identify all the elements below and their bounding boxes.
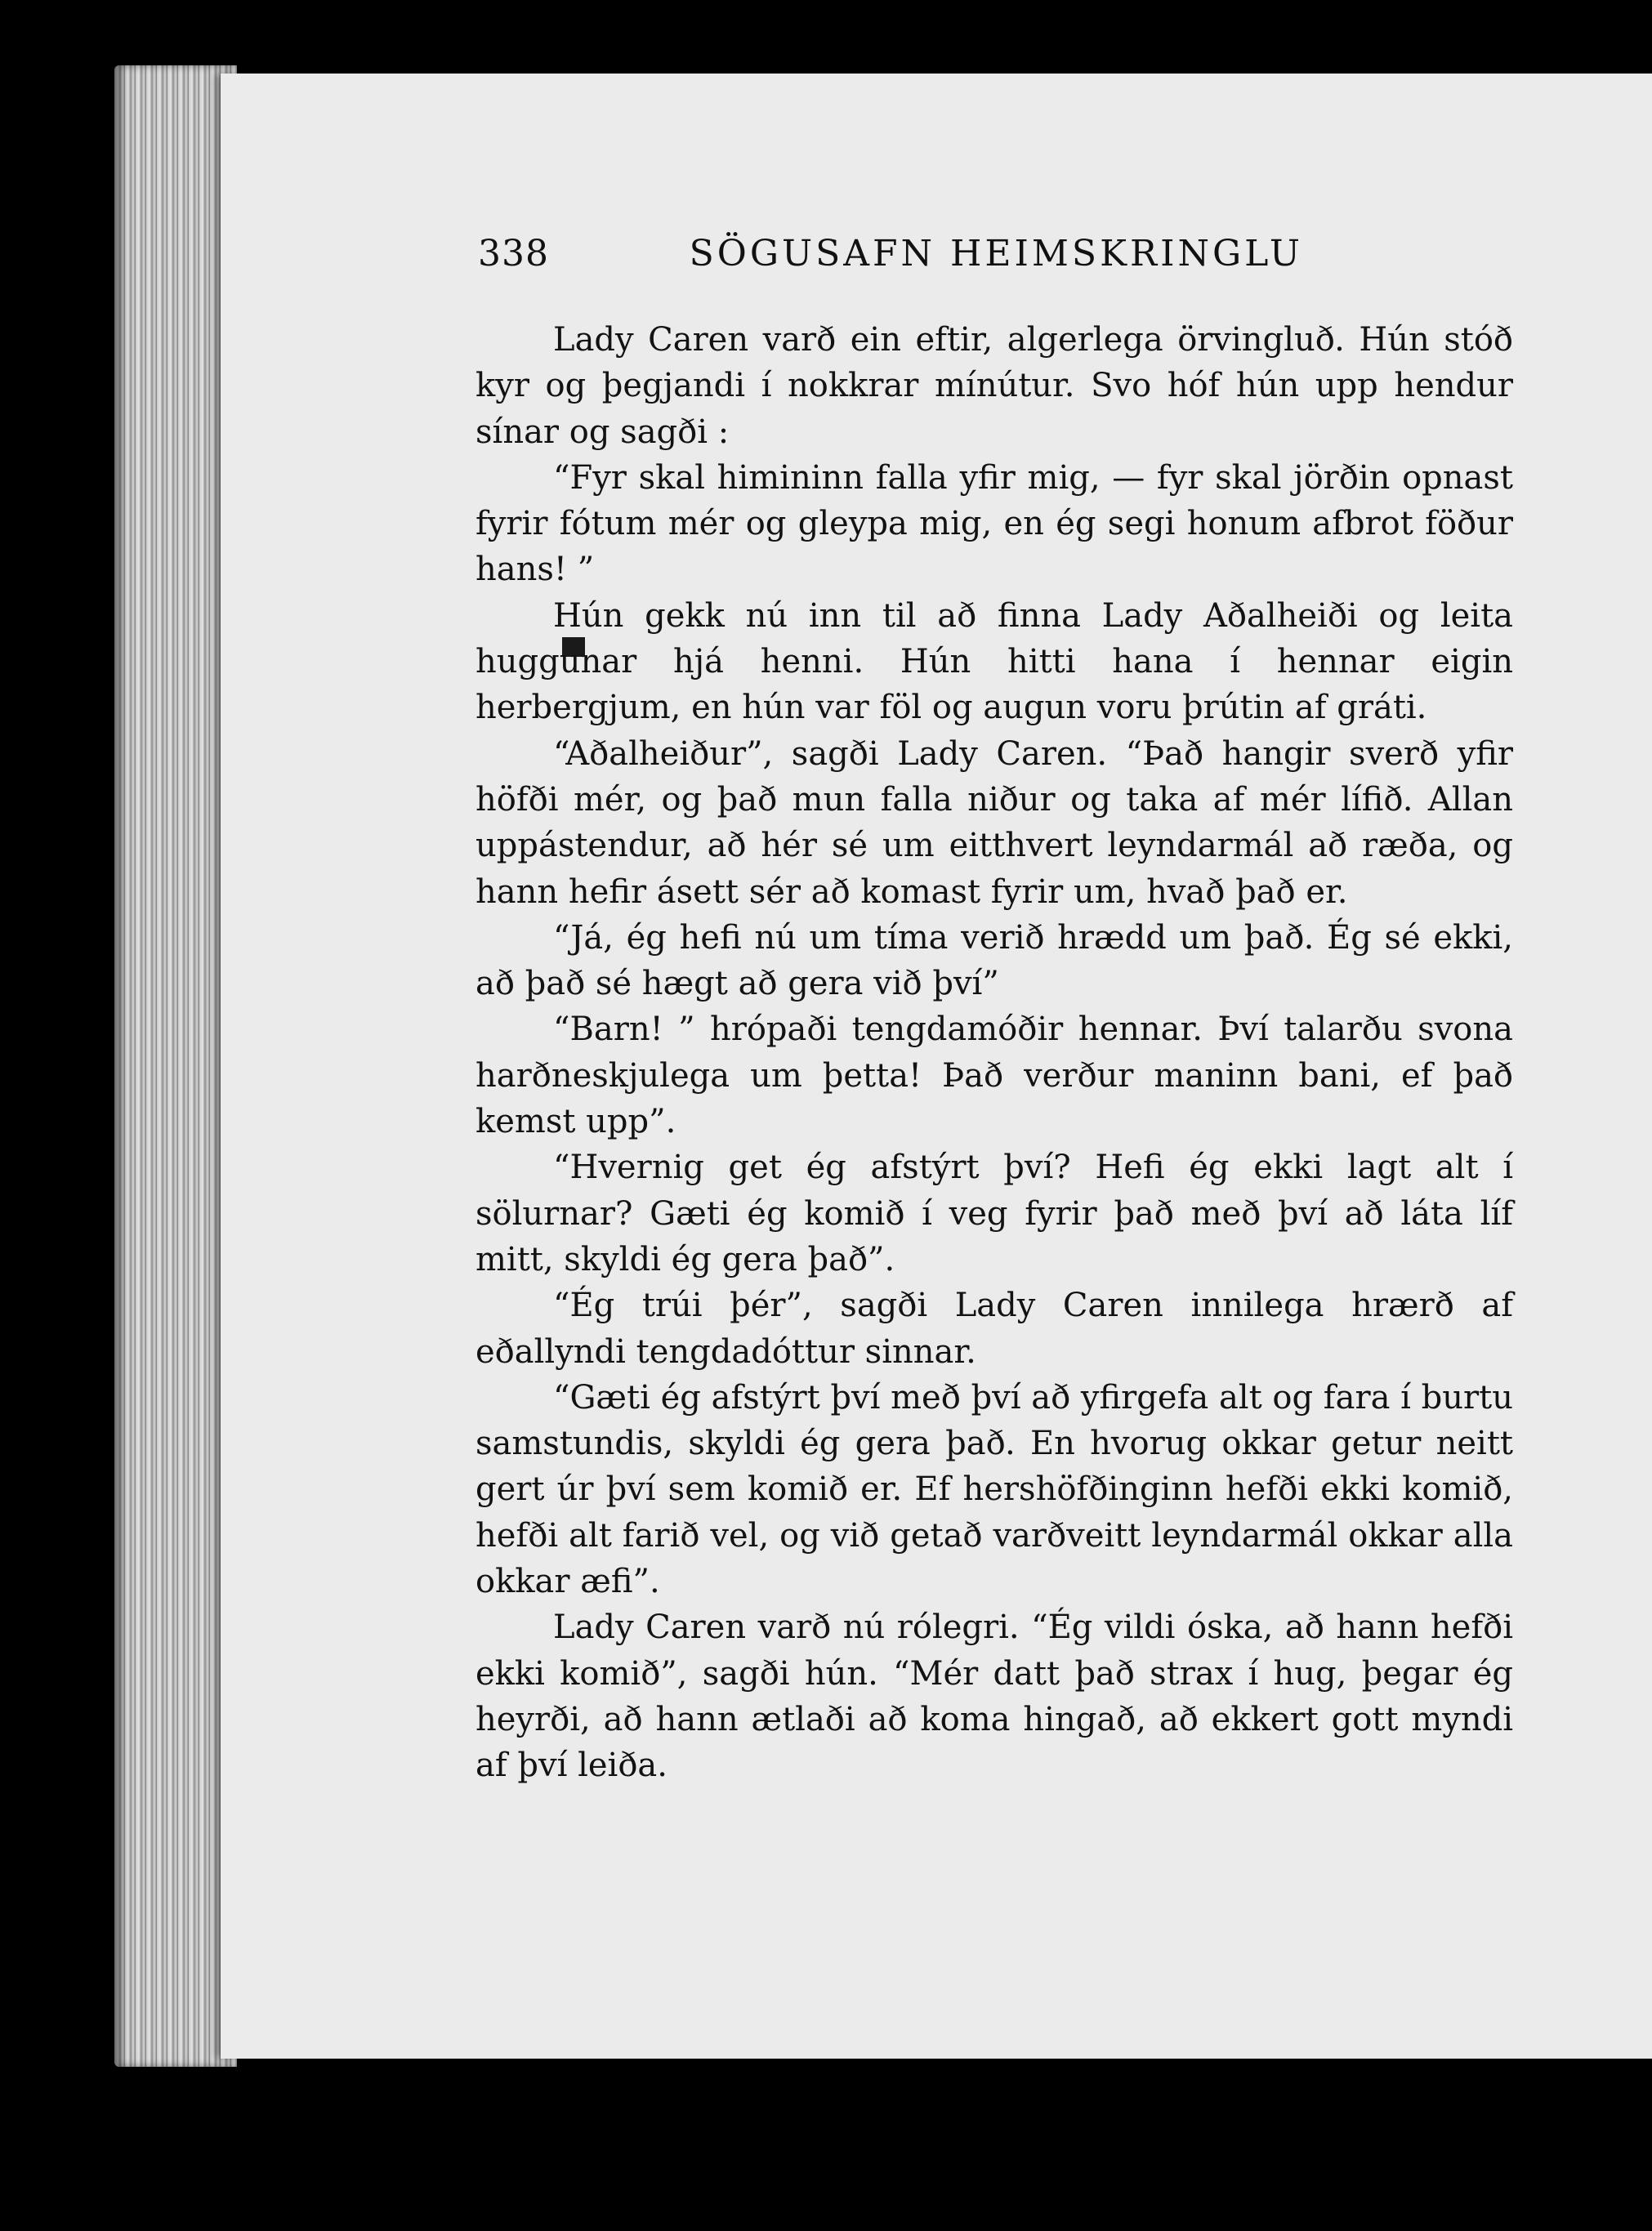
- paragraph: “Gæti ég afstýrt því með því að yfirgefa alt og fara í burtu samstundis, skyldi ég gera það. En hvorug okkar getur neitt gert úr því sem komið er. Ef hershöfðinginn hefði ekki komið, hefði alt farið vel, og við getað varðveitt leyndarmál okkar alla okkar æfi”.: [476, 1378, 1513, 1601]
- paragraph: Lady Caren varð nú rólegri. “Ég vildi óska, að hann hefði ekki komið”, sagði hún. “Mér datt það strax í hug, þegar ég heyrði, að hann ætlaði að koma hingað, að ekkert gott myndi af því leiða.: [476, 1609, 1513, 1785]
- paragraph: “Ég trúi þér”, sagði Lady Caren innilega hrærð af eðallyndi tengdadóttur sinnar.: [476, 1287, 1513, 1371]
- paragraph: Lady Caren varð ein eftir, algerlega örvingluð. Hún stóð kyr og þegjandi í nokkrar mínútur. Svo hóf hún upp hendur sínar og sagði :: [476, 321, 1513, 451]
- paragraph: “Hvernig get ég afstýrt því? Hefi ég ekki lagt alt í sölurnar? Gæti ég komið í veg fyrir það með því að láta líf mitt, skyldi ég gera það”.: [476, 1149, 1513, 1278]
- running-head: [478, 225, 1516, 282]
- page-body-text: [476, 317, 1513, 1789]
- paragraph: Hún gekk nú inn til að finna Lady Aðalheiði og leita huggunar hjá henni. Hún hitti hana í hennar eigin herbergjum, en hún var föl og augun voru þrútin af gráti.: [476, 596, 1513, 727]
- book-page-edges: [114, 65, 237, 2067]
- running-title: SÖGUSAFN HEIMSKRINGLU: [689, 232, 1303, 274]
- paragraph: “Já, ég hefi nú um tíma verið hrædd um það. Ég sé ekki, að það sé hægt að gera við því”: [476, 918, 1513, 1003]
- paragraph: “Barn! ” hrópaði tengdamóðir hennar. Því talarðu svona harðneskjulega um þetta! Það verður maninn bani, ef það kemst upp”.: [476, 1011, 1513, 1141]
- page-number: 338: [478, 232, 549, 274]
- paragraph: “Fyr skal himininn falla yfir mig, — fyr skal jörðin opnast fyrir fótum mér og gleypa mig, en ég segi honum afbrot föður hans! ”: [476, 458, 1513, 589]
- paragraph: “Aðalheiður”, sagði Lady Caren. “Það hangir sverð yfir höfði mér, og það mun falla niður og taka af mér lífið. Allan uppástendur, að hér sé um eitthvert leyndarmál að ræða, og hann hefir ásett sér að komast fyrir um, hvað það er.: [476, 734, 1513, 911]
